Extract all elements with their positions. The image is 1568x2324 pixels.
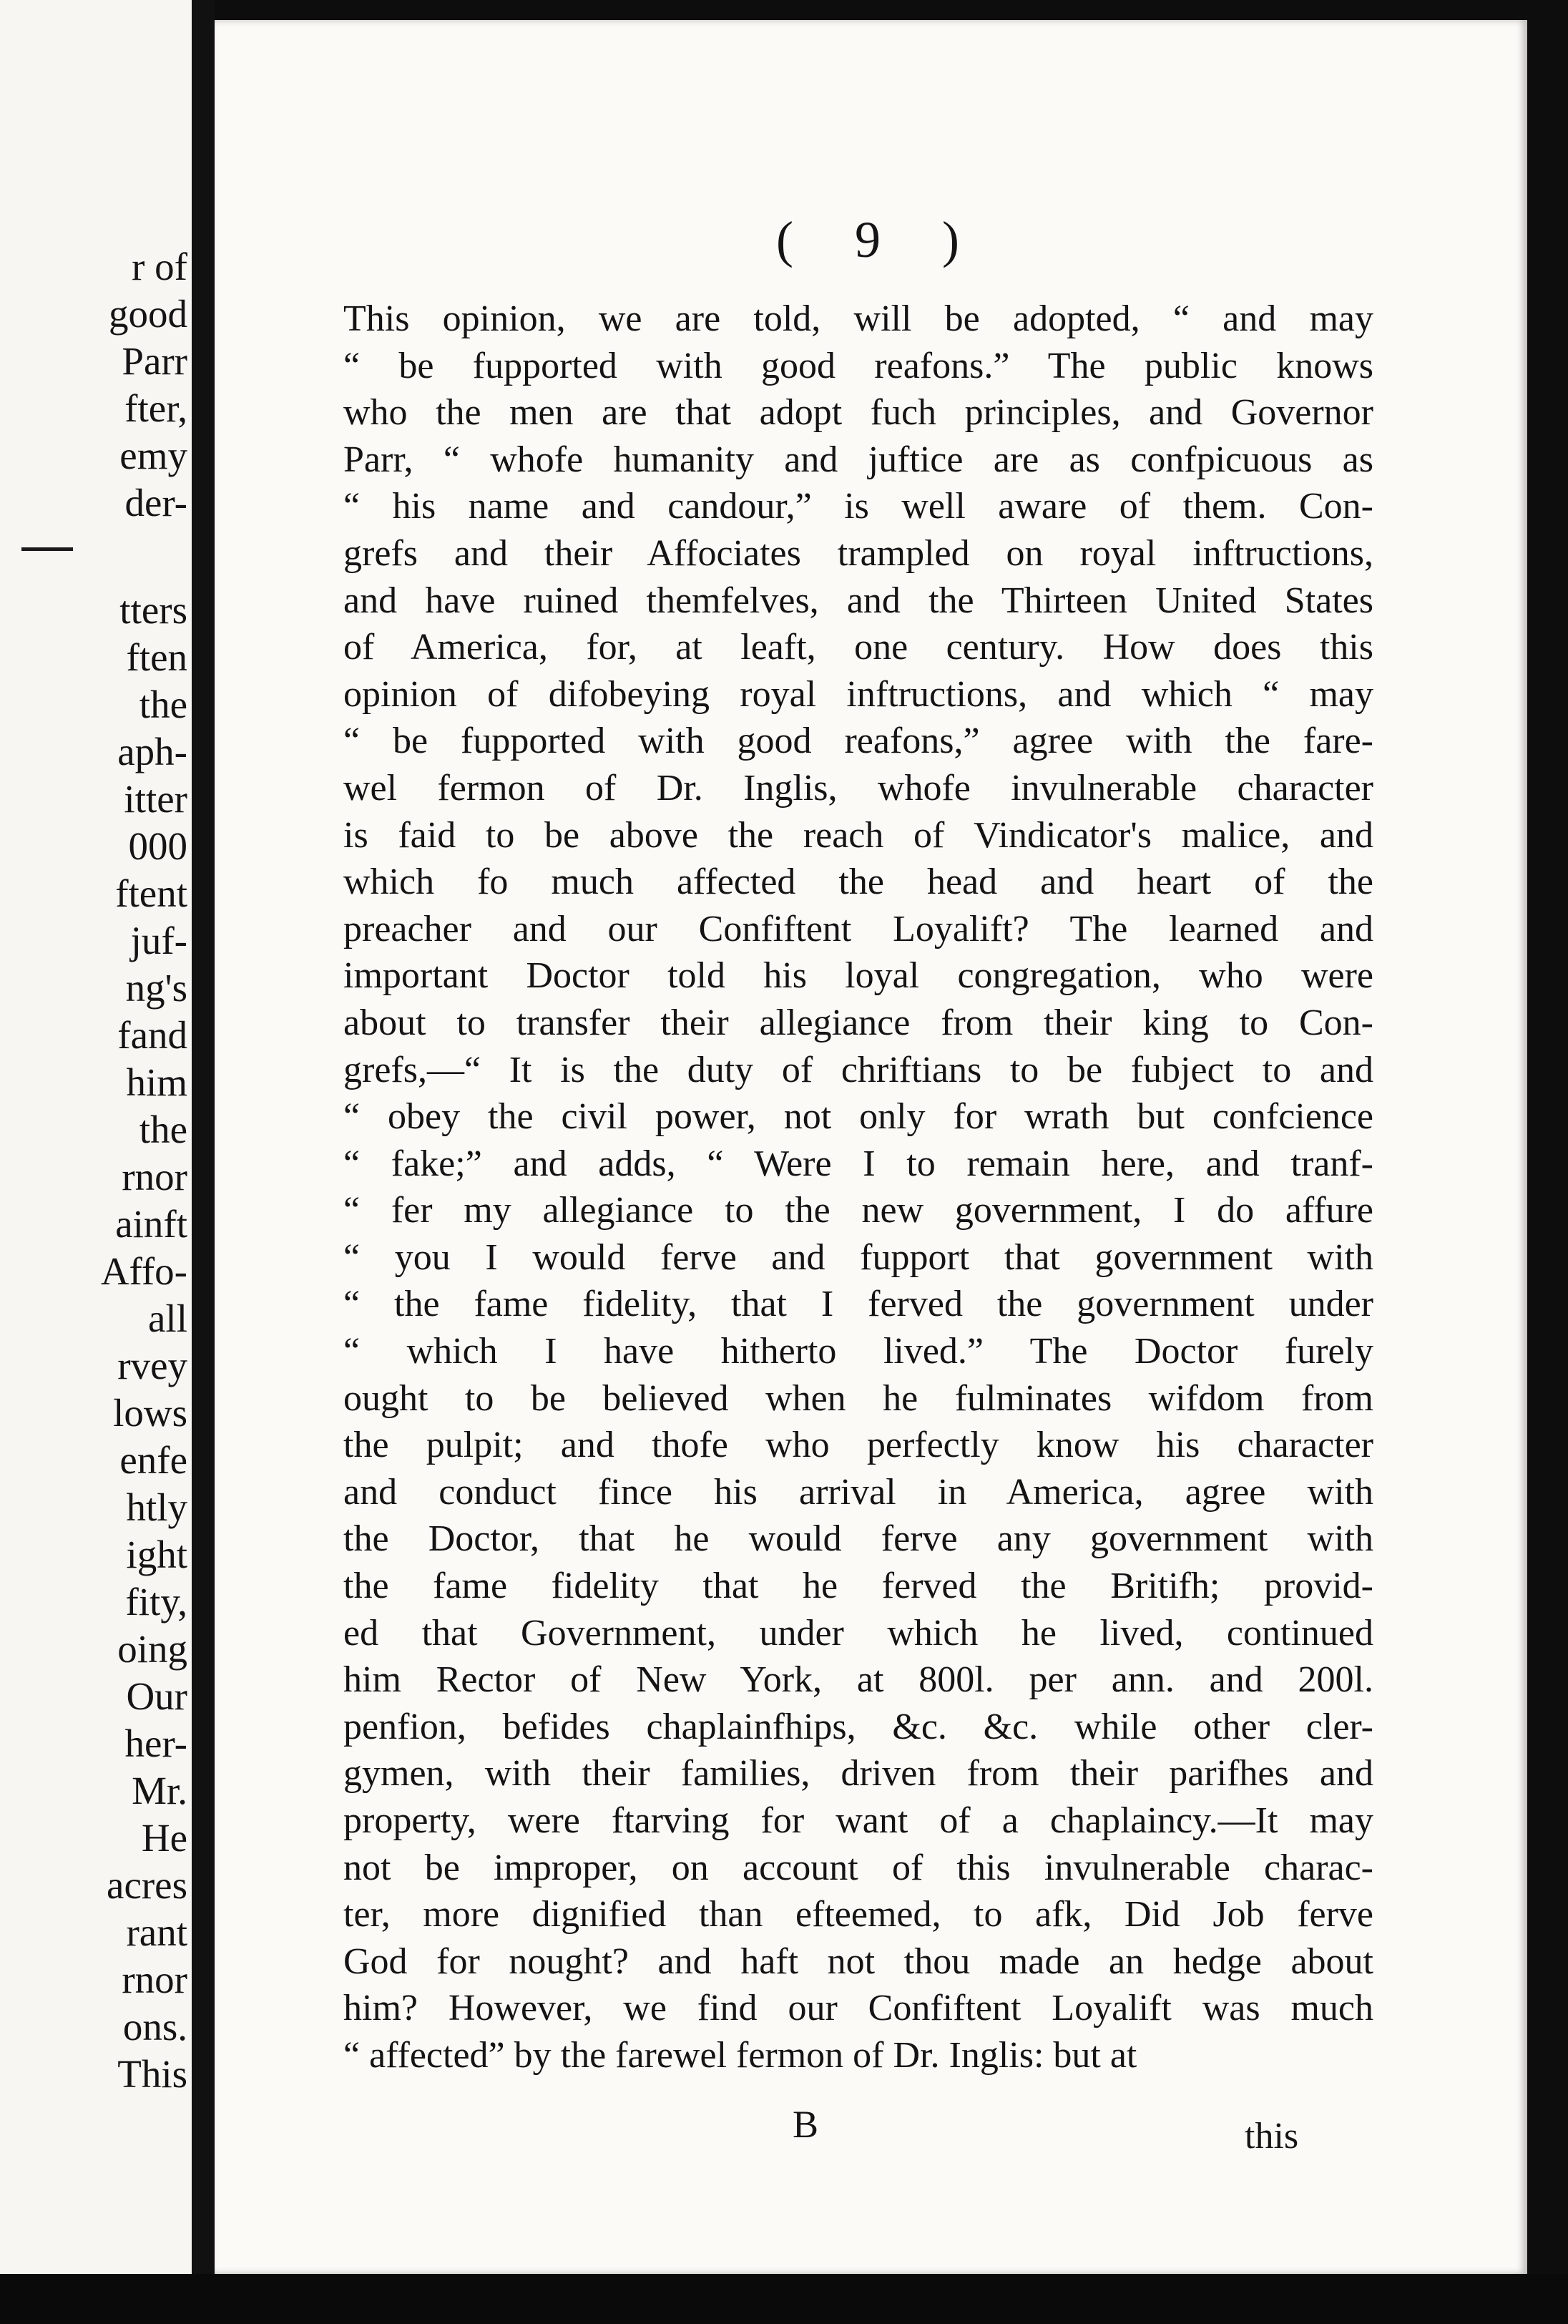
text-line: “ which I have hitherto lived.” The Doctor furely	[343, 1331, 1373, 1372]
left-line: ons.	[122, 2005, 187, 2049]
text-line: “ be fupported with good reafons,” agree with the fare-	[343, 721, 1373, 762]
text-line: penfion, befides chaplainfhips, &c. &c. while other cler-	[343, 1706, 1373, 1747]
left-line: He	[141, 1816, 187, 1860]
main-page	[215, 20, 1527, 2274]
left-line: ight	[126, 1533, 187, 1576]
left-line: the	[139, 683, 187, 726]
left-line: him	[126, 1060, 187, 1104]
text-line: grefs and their Affociates trampled on royal inftructions,	[343, 532, 1373, 574]
signature-mark: B	[793, 2103, 819, 2146]
left-line: enfe	[119, 1438, 187, 1482]
left-line: tters	[119, 588, 187, 632]
text-line: him Rector of New York, at 800l. per ann. and 200l.	[343, 1659, 1373, 1701]
left-page-rule	[21, 547, 73, 551]
left-line: rnor	[122, 1155, 187, 1198]
left-line: good	[109, 292, 187, 336]
left-line: ainft	[115, 1202, 187, 1246]
text-line: “ you I would ferve and fupport that government with	[343, 1236, 1373, 1278]
text-line: “ affected” by the farewel fermon of Dr. Inglis: but at	[343, 2034, 1137, 2076]
text-line: and have ruined themfelves, and the Thirteen United States	[343, 580, 1373, 621]
left-page-fragment	[0, 0, 192, 2282]
book-gutter	[192, 0, 215, 2290]
left-line: rnor	[122, 1958, 187, 2001]
left-line: itter	[124, 777, 187, 821]
bottom-edge	[0, 2274, 1568, 2324]
left-line: This	[117, 2052, 187, 2096]
text-line: “ fake;” and adds, “ Were I to remain here, and tranf-	[343, 1143, 1373, 1184]
text-line: opinion of difobeying royal inftructions, and which “ may	[343, 673, 1373, 715]
text-line: “ be fupported with good reafons.” The public knows	[343, 345, 1373, 386]
left-line: the	[139, 1108, 187, 1151]
text-line: of America, for, at leaft, one century. How does this	[343, 627, 1373, 668]
text-line: “ the fame fidelity, that I ferved the government under	[343, 1284, 1373, 1325]
text-line: who the men are that adopt fuch principles, and Governor	[343, 392, 1373, 434]
left-line: ftent	[115, 872, 187, 915]
text-line: is faid to be above the reach of Vindicator's malice, and	[343, 814, 1373, 856]
text-line: and conduct fince his arrival in America, agree with	[343, 1471, 1373, 1513]
text-line: important Doctor told his loyal congregation, who were	[343, 955, 1373, 997]
left-line: ng's	[125, 966, 187, 1010]
left-page-text	[101, 243, 187, 2098]
text-line: “ his name and candour,” is well aware of them. Con-	[343, 486, 1373, 527]
text-line: him? However, we find our Confiftent Loyalift was much	[343, 1988, 1373, 2029]
text-line: This opinion, we are told, will be adopted, “ and may	[343, 298, 1373, 339]
text-line: the Doctor, that he would ferve any government with	[343, 1518, 1373, 1560]
left-line: ften	[126, 635, 187, 679]
left-line: fand	[117, 1013, 187, 1057]
text-line: God for nought? and haft not thou made an hedge about	[343, 1940, 1373, 1982]
text-line: which fo much affected the head and heart of the	[343, 861, 1373, 903]
left-line: all	[148, 1297, 187, 1340]
left-line: lows	[113, 1391, 187, 1435]
left-gap	[101, 527, 187, 587]
left-line: rvey	[117, 1344, 187, 1387]
catchword: this	[1245, 2116, 1299, 2157]
text-line: grefs,—“ It is the duty of chriftians to be fubject to and	[343, 1049, 1373, 1090]
page-number: ( 9 )	[776, 211, 984, 268]
text-line: ed that Government, under which he lived, continued	[343, 1612, 1373, 1654]
left-line: fity,	[125, 1580, 187, 1624]
text-line: preacher and our Confiftent Loyalift? The learned and	[343, 908, 1373, 949]
left-line: Affo-	[100, 1249, 187, 1293]
left-line: emy	[119, 434, 187, 477]
left-line: 000	[128, 824, 187, 868]
text-line: ter, more dignified than efteemed, to afk, Did Job ferve	[343, 1894, 1373, 1935]
text-line: gymen, with their families, driven from their parifhes and	[343, 1753, 1373, 1795]
text-line: the fame fidelity that he ferved the Britifh; provid-	[343, 1566, 1373, 1607]
text-line: Parr, “ whofe humanity and juftice are as confpicuous as	[343, 439, 1373, 480]
text-line: the pulpit; and thofe who perfectly know his character	[343, 1425, 1373, 1466]
left-line: juf-	[130, 919, 187, 962]
left-line: Our	[126, 1674, 187, 1718]
text-line: “ obey the civil power, not only for wrath but confcience	[343, 1096, 1373, 1138]
left-line: rant	[126, 1910, 187, 1954]
left-line: acres	[107, 1863, 187, 1907]
left-line: htly	[126, 1485, 187, 1529]
left-line: her-	[124, 1722, 187, 1765]
left-line: r of	[132, 245, 187, 288]
body-text	[343, 296, 1373, 2079]
text-line: wel fermon of Dr. Inglis, whofe invulnerable character	[343, 767, 1373, 809]
text-line: “ fer my allegiance to the new government, I do affure	[343, 1190, 1373, 1231]
left-line: oing	[117, 1627, 187, 1671]
text-line: property, were ftarving for want of a chaplaincy.—It may	[343, 1800, 1373, 1841]
left-line: aph-	[117, 730, 187, 773]
text-line: not be improper, on account of this invulnerable charac-	[343, 1847, 1373, 1888]
left-line: der-	[124, 481, 187, 524]
text-line: ought to be believed when he fulminates wifdom from	[343, 1377, 1373, 1419]
left-line: Parr	[122, 339, 187, 383]
left-line: Mr.	[132, 1769, 187, 1812]
text-line: about to transfer their allegiance from their king to Con-	[343, 1002, 1373, 1043]
left-line: fter,	[124, 386, 187, 430]
